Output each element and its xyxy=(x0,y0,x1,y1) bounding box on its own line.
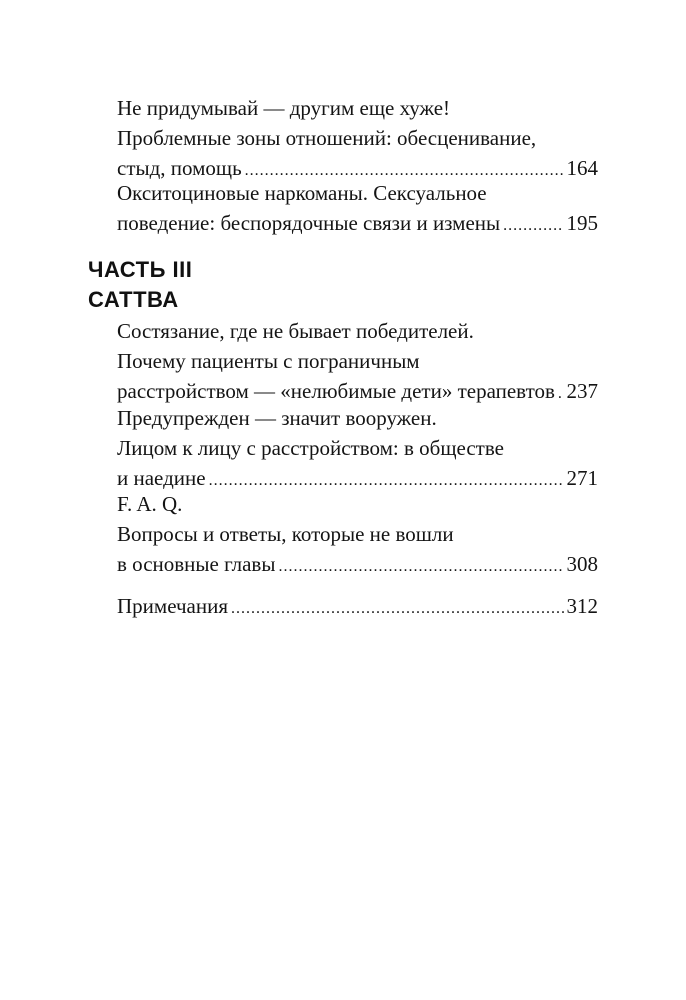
toc-entry[interactable] xyxy=(117,93,598,183)
dot-leader xyxy=(503,211,563,241)
toc-entry[interactable] xyxy=(117,489,598,579)
toc-entry-line: Лицом к лицу с расстройством: в обществе xyxy=(117,436,504,460)
toc-entry-line: Почему пациенты с пограничным xyxy=(117,349,420,373)
page-number: 195 xyxy=(566,211,598,235)
page-number: 271 xyxy=(566,466,598,490)
toc-entry-line: расстройством — «нелюбимые дети» терапевтов xyxy=(117,379,555,403)
toc-entry-line: Примечания xyxy=(117,594,229,618)
toc-entry-line: Не придумывай — другим еще хуже! xyxy=(117,96,451,120)
part-number: ЧАСТЬ III xyxy=(88,257,193,282)
toc-entry[interactable] xyxy=(117,403,598,493)
page-number: 308 xyxy=(566,552,598,576)
toc-entry-line: Состязание, где не бывает победителей. xyxy=(117,319,474,343)
page-number: 312 xyxy=(566,594,598,618)
toc-entry-last-line xyxy=(117,591,598,621)
toc-entry-last-line xyxy=(117,549,598,579)
dot-leader xyxy=(231,594,563,624)
toc-entry-line: и наедине xyxy=(117,466,206,490)
toc-entry-line: в основные главы xyxy=(117,552,276,576)
toc-entry-line: Проблемные зоны отношений: обесценивание, xyxy=(117,126,537,150)
toc-entry[interactable] xyxy=(117,178,598,238)
toc-entry-last-line xyxy=(117,376,598,406)
part-heading[interactable] xyxy=(88,255,192,315)
page-number: 237 xyxy=(566,379,598,403)
dot-leader xyxy=(278,552,563,582)
toc-entry-line: поведение: беспорядочные связи и измены xyxy=(117,211,501,235)
part-title: САТТВА xyxy=(88,287,179,312)
page-number: 164 xyxy=(566,156,598,180)
toc-entry[interactable] xyxy=(117,316,598,406)
toc-entry-line: Окситоциновые наркоманы. Сексуальное xyxy=(117,181,487,205)
toc-entry-line: стыд, помощь xyxy=(117,156,242,180)
toc-entry-line: Вопросы и ответы, которые не вошли xyxy=(117,522,454,546)
toc-entry-last-line xyxy=(117,208,598,238)
toc-entry[interactable] xyxy=(117,591,598,621)
toc-entry-line: F. A. Q. xyxy=(117,492,183,516)
toc-entry-line: Предупрежден — значит вооружен. xyxy=(117,406,437,430)
